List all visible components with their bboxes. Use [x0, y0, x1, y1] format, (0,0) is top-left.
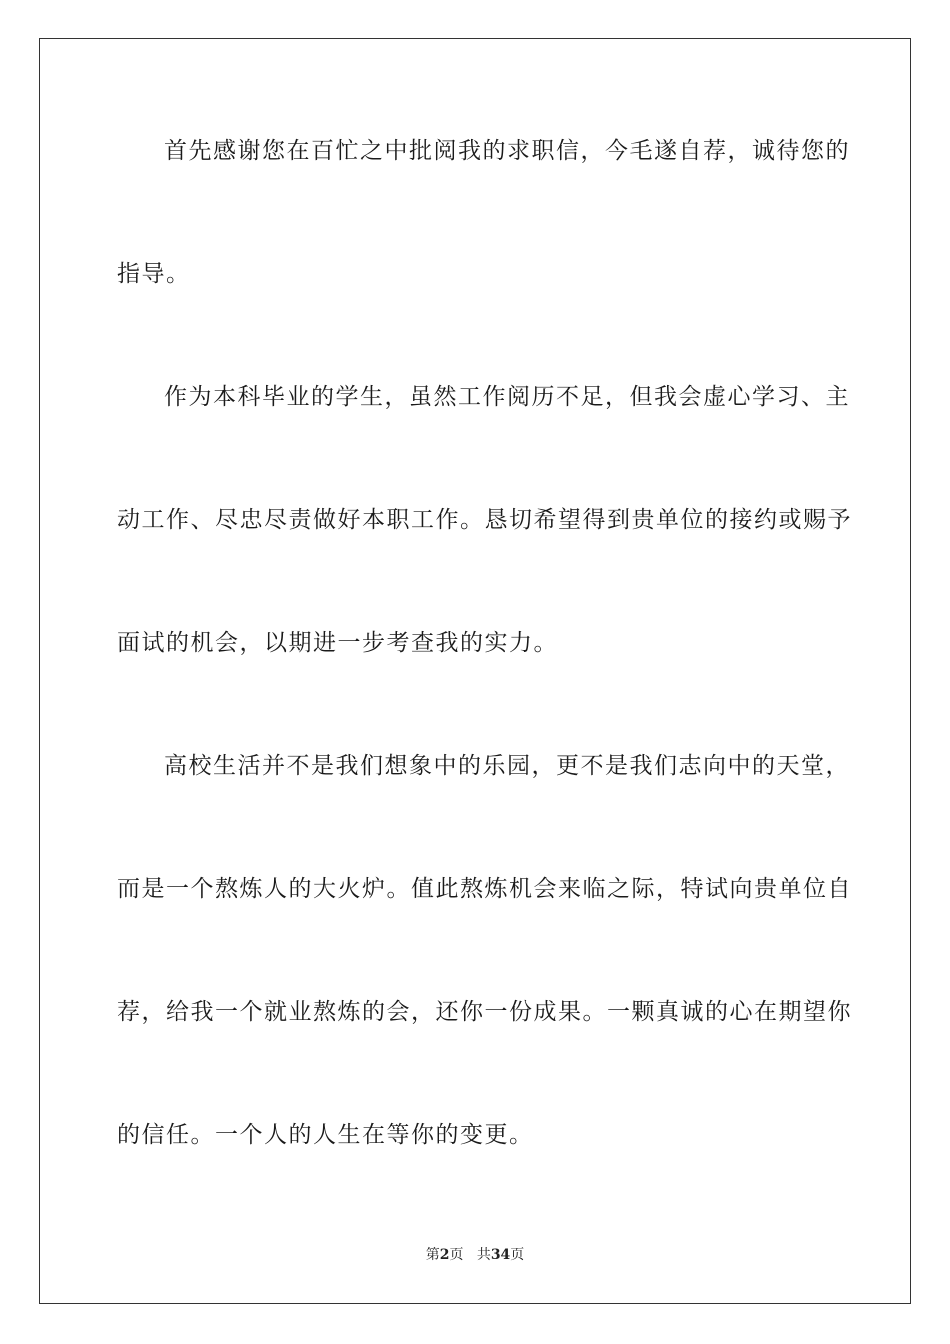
page-prefix: 第	[425, 1247, 440, 1263]
paragraph-1-line-1: 首先感谢您在百忙之中批阅我的求职信，今毛遂自荐，诚待您的	[164, 138, 850, 164]
page-suffix: 页	[449, 1247, 464, 1263]
page-footer	[0, 1246, 950, 1264]
paragraph-2-line-1: 作为本科毕业的学生，虽然工作阅历不足，但我会虚心学习、主	[164, 384, 850, 410]
page-number: 2	[439, 1247, 450, 1263]
paragraph-3-line-1: 高校生活并不是我们想象中的乐园，更不是我们志向中的天堂，	[164, 753, 850, 779]
total-pages: 34	[490, 1247, 511, 1263]
paragraph-3-line-2: 而是一个熬炼人的大火炉。值此熬炼机会来临之际，特试向贵单位自	[117, 876, 852, 902]
paragraph-1-line-2: 指导。	[117, 261, 191, 287]
page-frame	[39, 38, 911, 1304]
paragraph-3-line-4: 的信任。一个人的人生在等你的变更。	[117, 1122, 534, 1148]
paragraph-2-line-3: 面试的机会，以期进一步考查我的实力。	[117, 630, 558, 656]
total-prefix: 共	[476, 1247, 491, 1263]
paragraph-2-line-2: 动工作、尽忠尽责做好本职工作。恳切希望得到贵单位的接约或赐予	[117, 507, 852, 533]
paragraph-3-line-3: 荐，给我一个就业熬炼的会，还你一份成果。一颗真诚的心在期望你	[117, 999, 852, 1025]
total-suffix: 页	[510, 1247, 525, 1263]
